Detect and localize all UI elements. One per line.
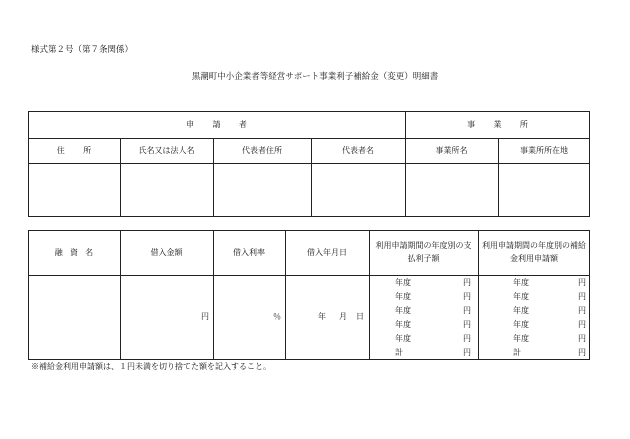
office-group-header: 事業所 (467, 119, 547, 129)
col-office-location: 事業所所在地 (520, 145, 568, 155)
subsidy-row-unit: 円 (578, 292, 586, 301)
header-loan-name: 融資名 (54, 247, 101, 257)
header-interest-rate: 借入利率 (233, 247, 265, 257)
subsidy-row-unit: 円 (578, 306, 586, 315)
paid-row-unit: 円 (463, 320, 471, 329)
col-representative-name: 代表者名 (342, 145, 374, 155)
header-paid-interest: 利用申請期間の年度別の支払利子額 (375, 241, 472, 263)
subsidy-row-label: 年度 (513, 306, 529, 315)
subsidy-row-label: 年度 (513, 334, 529, 343)
subsidy-row-total-label: 計 (513, 348, 521, 357)
document-title: 黒潮町中小企業者等経営サポート事業利子補給金（変更）明細書 (191, 72, 439, 82)
paid-row-total-label: 計 (395, 348, 403, 357)
paid-row-unit: 円 (463, 348, 471, 357)
paid-row-unit: 円 (463, 306, 471, 315)
subsidy-row-unit: 円 (578, 348, 586, 357)
paid-row-unit: 円 (463, 334, 471, 343)
subsidy-row-label: 年度 (513, 278, 529, 287)
rate-unit-percent: ％ (273, 312, 281, 321)
header-loan-amount: 借入金額 (150, 247, 183, 257)
col-name-or-corporation: 氏名又は法人名 (138, 145, 195, 155)
paid-row-label: 年度 (395, 334, 411, 343)
date-unit-day: 日 (356, 312, 364, 321)
date-unit-year: 年 (318, 312, 326, 321)
subsidy-row-label: 年度 (513, 320, 529, 329)
paid-row-label: 年度 (395, 306, 411, 315)
paid-row-label: 年度 (395, 278, 411, 287)
paid-row-label: 年度 (395, 292, 411, 301)
paid-row-unit: 円 (463, 278, 471, 287)
col-address: 住所 (56, 145, 110, 155)
subsidy-row-unit: 円 (578, 334, 586, 343)
footnote: ※補給金利用申請額は、１円未満を切り捨てた額を記入すること。 (31, 362, 271, 371)
amount-unit-yen: 円 (201, 312, 209, 321)
applicant-group-header: 申請者 (186, 119, 266, 129)
date-unit-month: 月 (339, 312, 347, 321)
subsidy-row-unit: 円 (578, 320, 586, 329)
header-subsidy-request: 利用申請期間の年度別の補給金利用申請額 (482, 241, 586, 263)
col-representative-address: 代表者住所 (242, 145, 282, 155)
form-number: 様式第２号（第７条関係） (31, 45, 134, 55)
subsidy-row-unit: 円 (578, 278, 586, 287)
paid-row-unit: 円 (463, 292, 471, 301)
subsidy-row-label: 年度 (513, 292, 529, 301)
col-office-name: 事業所名 (435, 145, 468, 155)
paid-row-label: 年度 (395, 320, 411, 329)
header-loan-date: 借入年月日 (307, 247, 347, 257)
